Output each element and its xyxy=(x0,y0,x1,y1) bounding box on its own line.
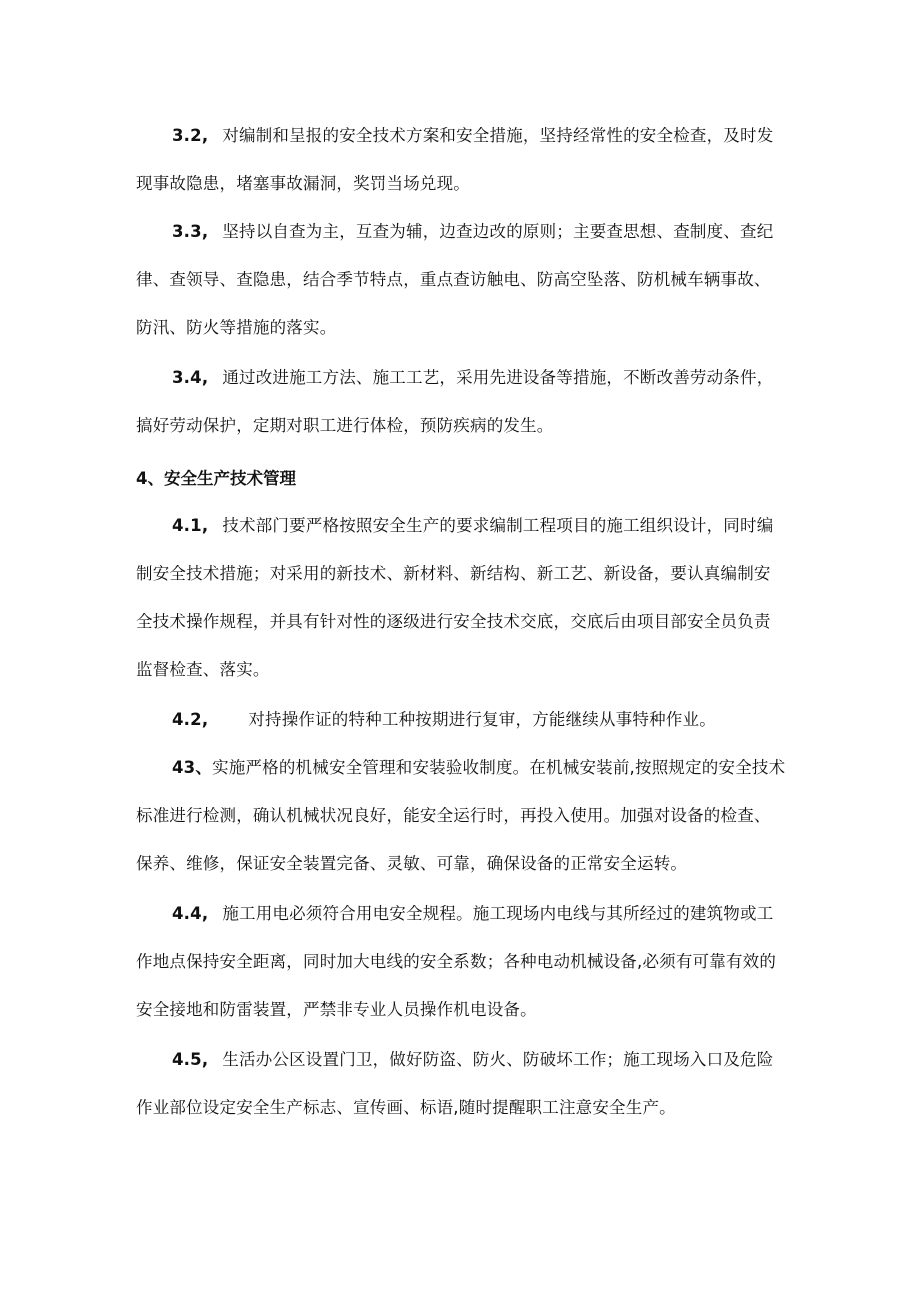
clause-text: 通过改进施工方法、施工工艺，采用先进设备等措施，不断改善劳动条件，搞好劳动保护，定期对职工进行体检，预防疾病的发生。 xyxy=(136,368,774,435)
paragraph-3-2 xyxy=(136,112,786,208)
paragraph-4-4 xyxy=(136,890,786,1034)
clause-text: 对编制和呈报的安全技术方案和安全措施，坚持经常性的安全检查，及时发现事故隐患，堵塞事故漏洞，奖罚当场兑现。 xyxy=(136,126,774,193)
paragraph-4-3 xyxy=(136,744,786,888)
paragraph-4-2 xyxy=(136,696,786,744)
clause-number: 4.5, xyxy=(172,1050,209,1069)
clause-number: 3.4, xyxy=(172,368,209,387)
paragraph-4-5 xyxy=(136,1036,786,1132)
clause-number: 3.2, xyxy=(172,126,209,145)
clause-text: 生活办公区设置门卫，做好防盗、防火、防破坏工作；施工现场入口及危险作业部位设定安全生产标志、宣传画、标语,随时提醒职工注意安全生产。 xyxy=(136,1050,774,1117)
section-heading: 4、安全生产技术管理 xyxy=(136,469,296,488)
clause-number: 3.3, xyxy=(172,222,209,241)
clause-text: 坚持以自查为主，互查为辅，边查边改的原则；主要查思想、查制度、查纪律、查领导、查隐患，结合季节特点，重点查访触电、防高空坠落、防机械车辆事故、防汛、防火等措施的落实。 xyxy=(136,222,774,337)
clause-number: 4.2, xyxy=(172,710,209,729)
clause-text: 施工用电必须符合用电安全规程。施工现场内电线与其所经过的建筑物或工作地点保持安全距离，同时加大电线的安全系数；各种电动机械设备,必须有可靠有效的安全接地和防雷装置，严禁非专业人员操作机电设备。 xyxy=(136,904,777,1019)
paragraph-3-3 xyxy=(136,208,786,352)
clause-number: 4.4, xyxy=(172,904,209,923)
clause-number: 43、 xyxy=(172,758,213,777)
clause-number: 4.1, xyxy=(172,516,209,535)
paragraph-4-1 xyxy=(136,502,786,694)
clause-text: 实施严格的机械安全管理和安装验收制度。在机械安装前,按照规定的安全技术标准进行检测，确认机械状况良好，能安全运行时，再投入使用。加强对设备的检查、保养、维修，保证安全装置完备、灵敏、可靠，确保设备的正常安全运转。 xyxy=(136,758,786,873)
clause-text: 对持操作证的特种工种按期进行复审，方能继续从事特种作业。 xyxy=(248,710,716,729)
clause-text: 技术部门要严格按照安全生产的要求编制工程项目的施工组织设计，同时编制安全技术措施；对采用的新技术、新材料、新结构、新工艺、新设备，要认真编制安全技术操作规程，并具有针对性的逐级进行安全技术交底，交底后由项目部安全员负责监督检查、落实。 xyxy=(136,516,774,679)
paragraph-3-4 xyxy=(136,354,786,450)
